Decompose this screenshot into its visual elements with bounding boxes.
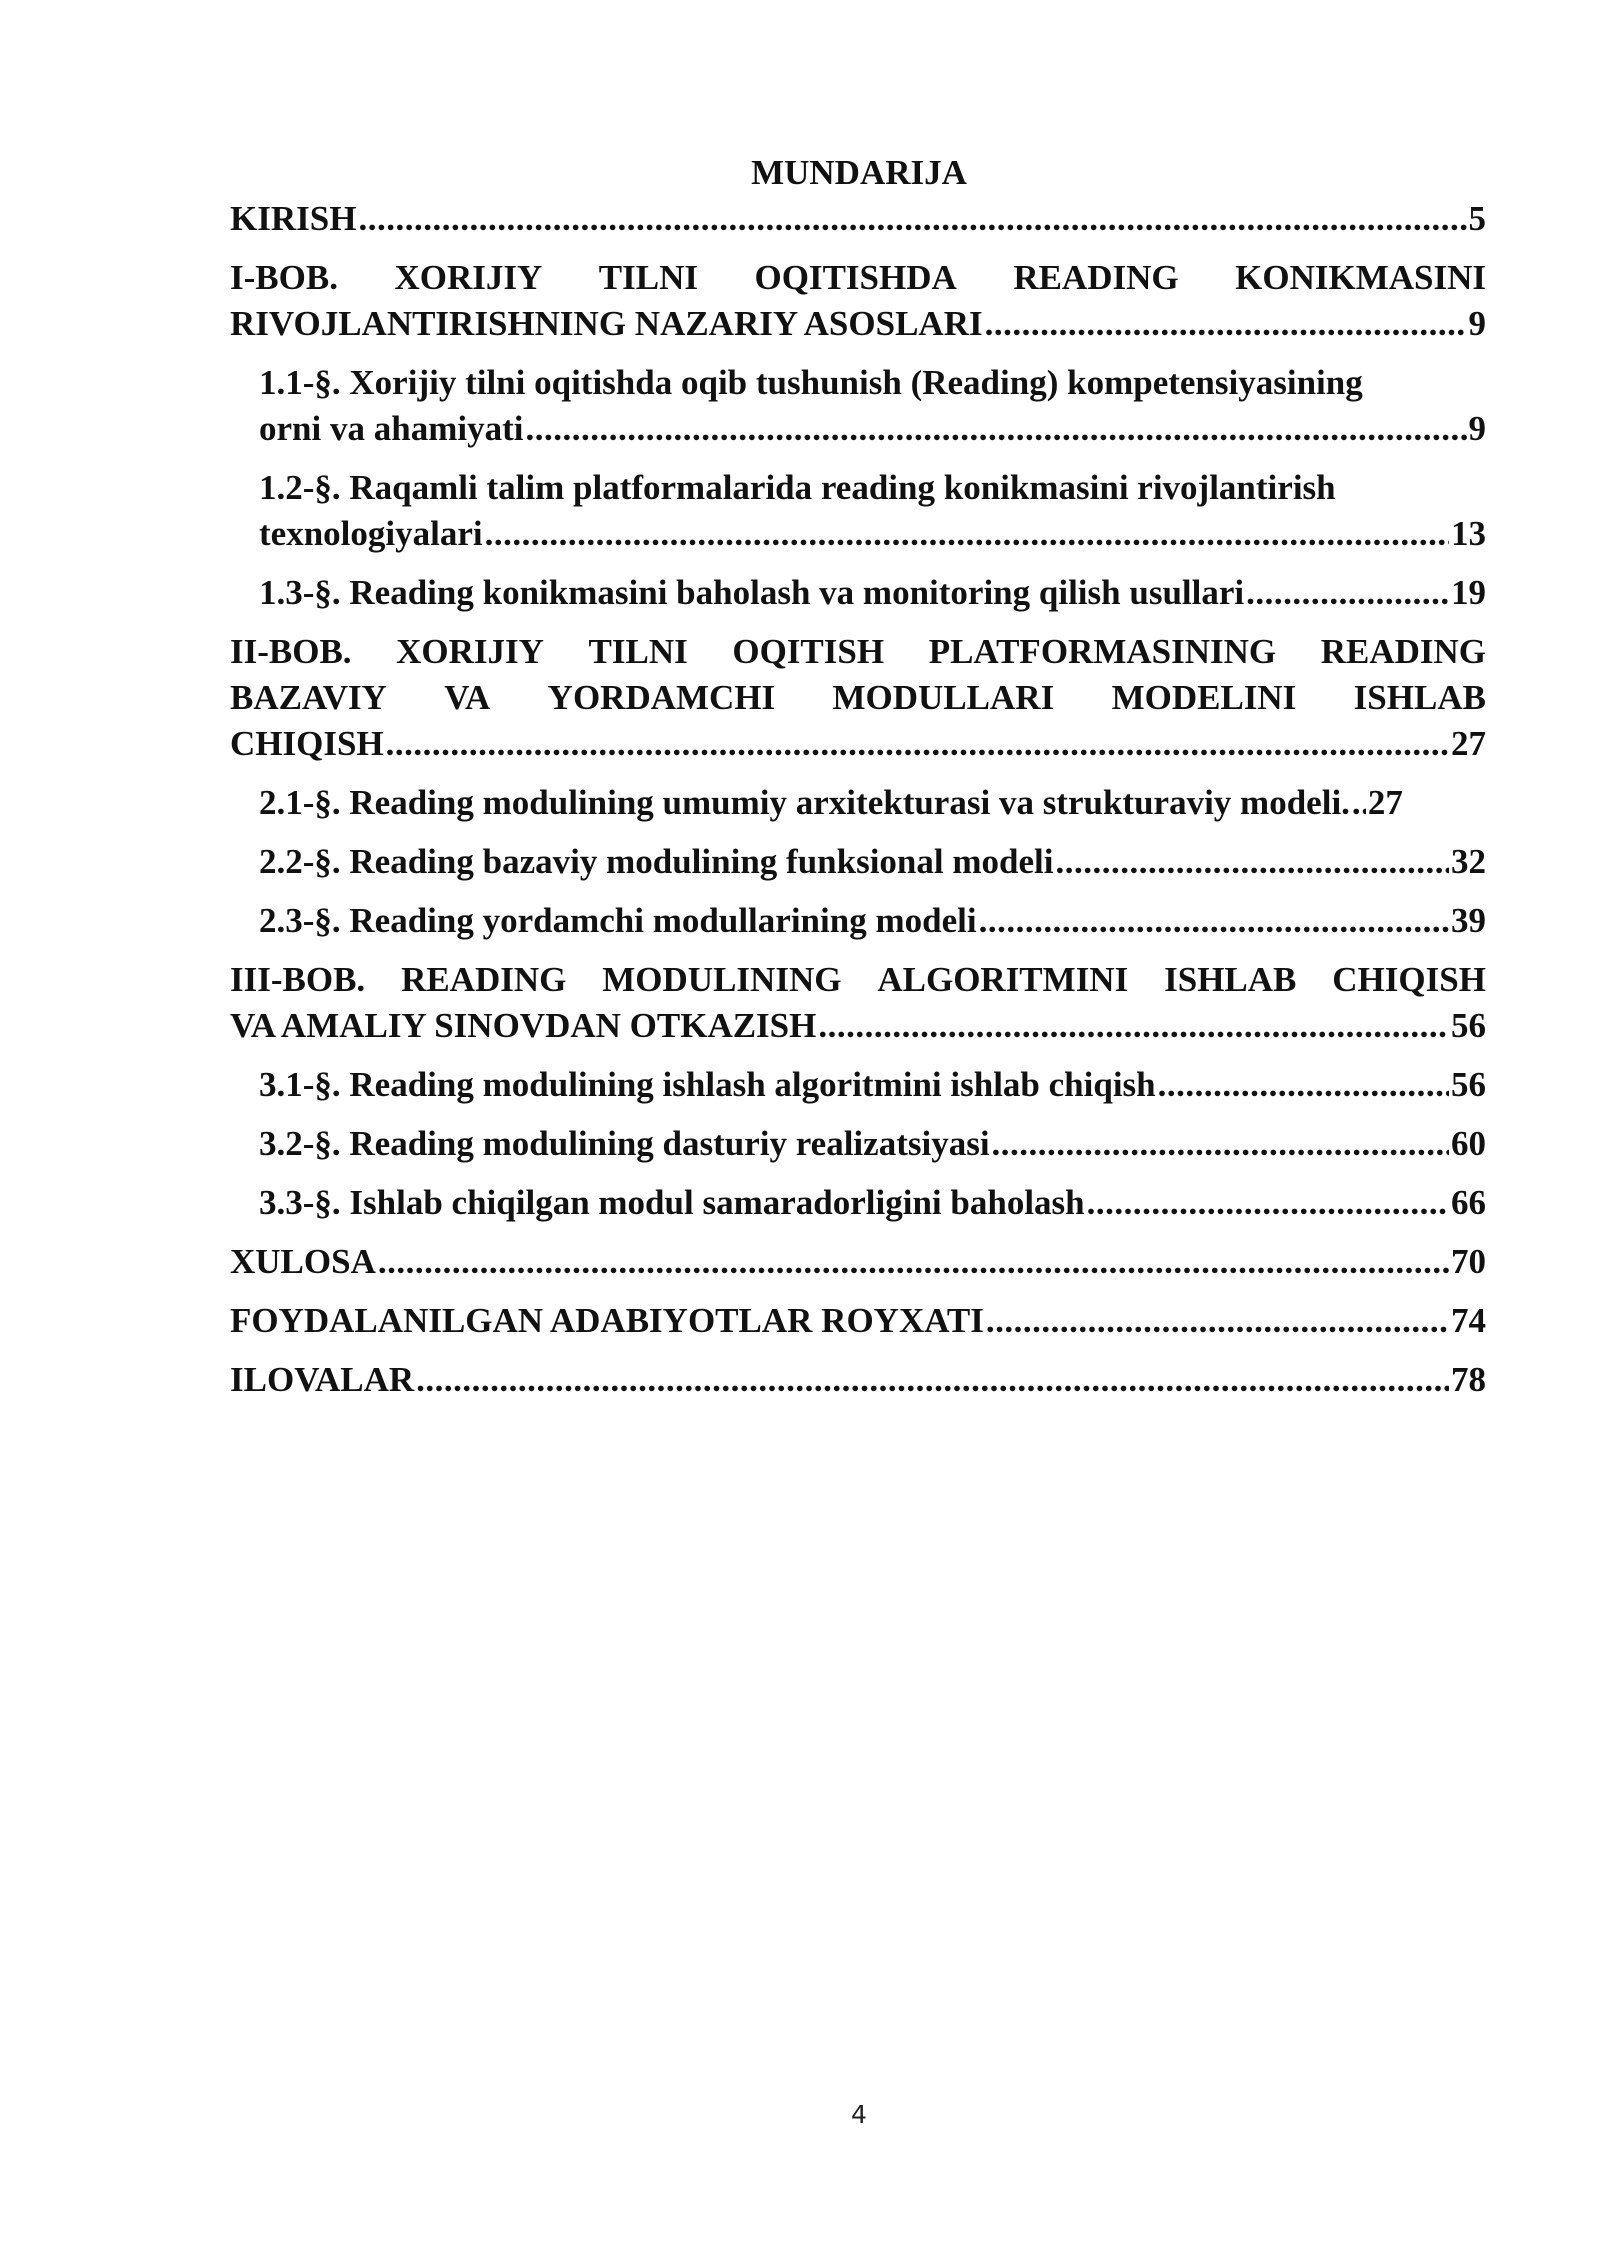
toc-word: TILNI <box>588 632 688 671</box>
toc-entry-text: orni va ahamiyati <box>259 409 524 448</box>
dot-leader <box>985 301 1467 347</box>
toc-entry-text: CHIQISH <box>230 724 384 763</box>
toc-entry-text: 1.2-§. Raqamli talim platformalarida reading konikmasini rivojlantirish <box>259 468 1336 507</box>
toc-word: VA <box>444 678 491 717</box>
toc-page-number: 27 <box>1451 724 1486 763</box>
toc-word: CHIQISH <box>1332 960 1486 999</box>
dot-leader <box>986 1298 1449 1344</box>
toc-entry-line-2 <box>230 675 1486 721</box>
toc-entry-ilovalar[interactable] <box>230 1357 1486 1403</box>
toc-entry-section-2-1[interactable] <box>230 780 1486 826</box>
toc-page-number: 78 <box>1451 1360 1486 1399</box>
toc-entry-text: XULOSA <box>230 1242 376 1281</box>
toc-entry-section-1-2[interactable] <box>230 465 1486 557</box>
toc-entry-text: FOYDALANILGAN ADABIYOTLAR ROYXATI <box>230 1301 984 1340</box>
toc-entry-text: 2.2-§. Reading bazaviy modulining funksional modeli <box>259 842 1054 881</box>
toc-word: READING <box>1013 258 1179 297</box>
toc-page-number: 27 <box>1367 783 1403 822</box>
dot-leader <box>1087 1180 1449 1226</box>
dot-leader <box>386 721 1449 767</box>
toc-page-number: 60 <box>1451 1124 1486 1163</box>
toc-entry-section-3-2[interactable] <box>230 1121 1486 1167</box>
toc-entry-section-3-1[interactable] <box>230 1062 1486 1108</box>
toc-entry-section-2-3[interactable] <box>230 898 1486 944</box>
toc-word: OQITISH <box>732 632 885 671</box>
toc-entry-text: 3.3-§. Ishlab chiqilgan modul samaradorligini baholash <box>259 1183 1085 1222</box>
toc-entry-line-1 <box>230 629 1486 675</box>
toc-entry-section-3-3[interactable] <box>230 1180 1486 1226</box>
toc-entry-text: 1.3-§. Reading konikmasini baholash va monitoring qilish usullari <box>259 573 1245 612</box>
toc-word: MODULLARI <box>832 678 1055 717</box>
toc-page-number: 9 <box>1468 409 1486 448</box>
toc-word: II-BOB. <box>230 632 352 671</box>
toc-entry-adabiyotlar[interactable] <box>230 1298 1486 1344</box>
toc-entry-section-2-2[interactable] <box>230 839 1486 885</box>
dot-leader <box>485 511 1449 557</box>
toc-word: ISHLAB <box>1164 960 1297 999</box>
dot-leader <box>992 1121 1449 1167</box>
toc-entry-xulosa[interactable] <box>230 1239 1486 1285</box>
toc-word: MODULINING <box>602 960 842 999</box>
toc-entry-text: 1.1-§. Xorijiy tilni oqitishda oqib tushunish (Reading) kompetensiyasining <box>259 363 1363 402</box>
table-of-contents <box>230 196 1486 1416</box>
dot-leader <box>1158 1062 1449 1108</box>
toc-entry-text: KIRISH <box>230 199 357 238</box>
toc-entry-text: 3.1-§. Reading modulining ishlash algoritmini ishlab chiqish <box>259 1065 1156 1104</box>
toc-entry-section-1-1[interactable] <box>230 360 1486 452</box>
toc-entry-line-1 <box>230 255 1486 301</box>
page-number: 4 <box>851 2100 867 2129</box>
toc-page-number: 13 <box>1451 514 1486 553</box>
toc-word: III-BOB. <box>230 960 366 999</box>
toc-entry-text: ILOVALAR <box>230 1360 415 1399</box>
toc-page-number: 70 <box>1451 1242 1486 1281</box>
dot-leader <box>979 898 1449 944</box>
toc-entry-text: 2.3-§. Reading yordamchi modullarining modeli <box>259 901 977 940</box>
toc-word: I-BOB. <box>230 258 338 297</box>
toc-entry-text: 3.2-§. Reading modulining dasturiy realizatsiyasi <box>259 1124 990 1163</box>
toc-page-number: 19 <box>1451 573 1486 612</box>
toc-word: PLATFORMASINING <box>928 632 1277 671</box>
toc-word: KONIKMASINI <box>1235 258 1486 297</box>
toc-word: TILNI <box>598 258 698 297</box>
toc-word: XORIJIY <box>396 632 544 671</box>
toc-entry-chapter-1[interactable] <box>230 255 1486 347</box>
dot-leader <box>416 1357 1449 1403</box>
dot-leader <box>358 196 1466 242</box>
toc-entry-text: 2.1-§. Reading modulining umumiy arxitekturasi va strukturaviy modeli. <box>259 783 1350 822</box>
toc-entry-text: texnologiyalari <box>259 514 483 553</box>
toc-page-number: 5 <box>1468 199 1486 238</box>
toc-entry-text: RIVOJLANTIRISHNING NAZARIY ASOSLARI <box>230 304 983 343</box>
toc-page-number: 56 <box>1451 1065 1486 1104</box>
toc-word: READING <box>1320 632 1486 671</box>
toc-entry-kirish[interactable] <box>230 196 1486 242</box>
dot-leader <box>1246 570 1449 616</box>
toc-page-number: 32 <box>1451 842 1486 881</box>
toc-word: YORDAMCHI <box>547 678 776 717</box>
toc-word: MODELINI <box>1111 678 1297 717</box>
dot-leader <box>1352 780 1366 826</box>
toc-entry-section-1-3[interactable] <box>230 570 1486 616</box>
toc-entry-text: VA AMALIY SINOVDAN OTKAZISH <box>230 1006 817 1045</box>
dot-leader <box>378 1239 1449 1285</box>
toc-page-number: 66 <box>1451 1183 1486 1222</box>
toc-word: ALGORITMINI <box>877 960 1129 999</box>
toc-word: OQITISHDA <box>754 258 957 297</box>
toc-page-number: 56 <box>1451 1006 1486 1045</box>
toc-entry-line-1 <box>230 957 1486 1003</box>
toc-word: BAZAVIY <box>230 678 387 717</box>
toc-entry-chapter-2[interactable] <box>230 629 1486 767</box>
toc-word: XORIJIY <box>394 258 543 297</box>
toc-word: READING <box>401 960 567 999</box>
page-title: MUNDARIJA <box>751 153 967 192</box>
toc-page-number: 39 <box>1451 901 1486 940</box>
dot-leader <box>1055 839 1449 885</box>
toc-page-number: 9 <box>1468 304 1486 343</box>
toc-word: ISHLAB <box>1353 678 1486 717</box>
dot-leader <box>818 1003 1449 1049</box>
toc-entry-chapter-3[interactable] <box>230 957 1486 1049</box>
dot-leader <box>525 406 1466 452</box>
toc-page-number: 74 <box>1451 1301 1486 1340</box>
